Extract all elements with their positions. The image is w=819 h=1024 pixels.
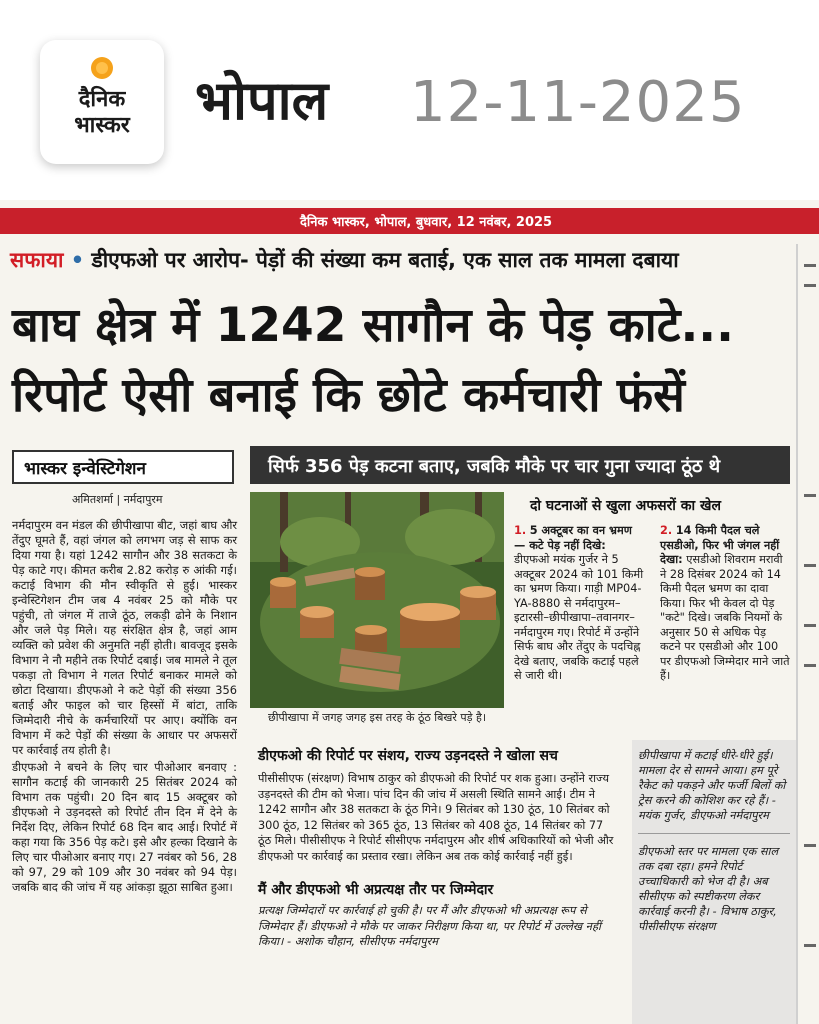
newspaper-clipping	[0, 200, 819, 1024]
logo-text-line1: दैनिक	[78, 87, 126, 112]
photo-caption: छीपीखापा में जगह जगह इस तरह के ठूंठ बिखरे पड़े है।	[268, 711, 486, 724]
incident-1-heading: 5 अक्टूबर का वन भ्रमण — कटे पेड़ नहीं दिखे:	[514, 524, 632, 552]
pccf-quote: डीएफओ स्तर पर मामला एक साल तक दबा रहा। हमने रिपोर्ट उच्चाधिकारी को भेज दी है। अब सीसीएफ को स्पष्टीकरण लेकर कार्रवाई करनी है। - विभाष ठाकुर, पीसीसीएफ संरक्षण	[638, 845, 779, 933]
masthead-text: दैनिक भास्कर, भोपाल, बुधवार, 12 नवंबर, 2025	[300, 215, 553, 230]
incident-2	[660, 524, 790, 684]
quote-divider	[638, 833, 790, 834]
headline-line2: रिपोर्ट ऐसी बनाई कि छोटे कर्मचारी फंसें	[12, 368, 685, 423]
flying-squad-title: डीएफओ की रिपोर्ट पर संशय, राज्य उड़नदस्ते ने खोला सच	[258, 748, 558, 764]
highlight-bar-text: सिर्फ 356 पेड़ कटना बताए, जबकि मौके पर चार गुना ज्यादा ठूंठ थे	[268, 456, 721, 477]
city-title: भोपाल	[195, 69, 329, 132]
article-paragraph: नर्मदापुरम वन मंडल की छीपीखापा बीट, जहां बाघ और तेंदुए घूमते हैं, वहां जंगल को लगभग जड़ से साफ कर दिया गया है। यहां 1242 सागौन और 38 सतकटा के पेड़ काटे गए। कीमत करीब 2.82 करोड़ रु आंकी गई। कटाई विभाग की मौन स्वीकृति से हुई। भास्कर इन्वेस्टिगेशन टीम जब 4 नवंबर 25 को मौके पर पहुंची, तो जंगल में ताजे ठूंठ, लकड़ी ढोने के निशान और जले पेड़ मिले। यह संरक्षित क्षेत्र है, जहां आम व्यक्ति को प्रवेश की अनुमति नहीं होती। बावजूद इसके विभाग ने नौ महीने तक रिपोर्ट दबाई। जब मामले ने तूल पकड़ा तो विभाग ने गलत रिपोर्ट बनाकर मामले को छोटा दिखाया। डीएफओ ने कटे पेड़ों की संख्या 356 बताई और फाइल को चार हिस्सों में बांटा, ताकि जिम्मेदारी नीचे के कर्मचारियों पर आए। क्योंकि वन विभाग में कटे पेड़ों की संख्या के आधार पर अफसरों पर कार्रवाई तय होती है।	[12, 518, 237, 757]
flying-squad-text: पीसीसीएफ (संरक्षण) विभाष ठाकुर को डीएफओ की रिपोर्ट पर शक हुआ। उन्होंने राज्य उड़नदस्ते की टीम को भेजा। पांच दिन की जांच में असली स्थिति सामने आई। टीम ने 1242 सागौन और 38 सतकटा के ठूंठ गिने। 9 सितंबर को 130 ठूंठ, 10 सितंबर को 300 ठूंठ, 12 सितंबर को 365 ठूंठ, 13 सितंबर को 408 ठूंठ, 14 सितंबर को 77 ठूंठ मिले। पीसीसीएफ ने रिपोर्ट सीसीएफ नर्मदापुरम और शीर्ष अधिकारियों को भेजी और डीएफओ पर कार्रवाई का प्रस्ताव रखा। लेकिन अब तक कोई कार्रवाई नहीं हुई।	[258, 772, 614, 863]
investigation-badge	[12, 450, 234, 484]
sun-icon	[88, 54, 116, 82]
strap-text: डीएफओ पर आरोप- पेड़ों की संख्या कम बताई, एक साल तक मामला दबाया	[91, 248, 679, 272]
tree-stumps-photo	[250, 492, 504, 708]
ccf-quote: प्रत्यक्ष जिम्मेदारों पर कार्रवाई हो चुकी है। पर मैं और डीएफओ भी अप्रत्यक्ष रूप से जिम्मेदार हैं। डीएफओ ने मौके पर जाकर निरीक्षण किया था, पर रिपोर्ट में उल्लेख नहीं किया। - अशोक चौहान, सीसीएफ नर्मदापुरम	[258, 904, 601, 948]
incident-2-heading: 14 किमी पैदल चले एसडीओ, फिर भी जंगल नहीं देखा:	[660, 524, 780, 566]
forest-stumps-illustration	[250, 492, 504, 708]
incident-2-number: 2.	[660, 524, 673, 537]
bullet-dot: •	[70, 248, 92, 272]
main-article-text	[12, 518, 237, 897]
highlight-bar	[250, 446, 790, 484]
incident-1	[514, 524, 644, 684]
incident-2-text: एसडीओ शिवराम मरावी ने 28 दिसंबर 2024 को 14 किमी पैदल भ्रमण का दावा किया। फिर भी केवल दो पेड़ "कटे" दिखे। जबकि नियमों के अनुसार 50 से अधिक पेड़ कटने पर एसडीओ और 100 पर डीएफओ जिम्मेदार माने जाते हैं।	[660, 553, 790, 682]
incidents-title: दो घटनाओं से खुला अफसरों का खेल	[530, 498, 721, 514]
responsibility-subtitle: मैं और डीएफओ भी अप्रत्यक्ष तौर पर जिम्मेदार	[258, 882, 494, 898]
masthead-bar	[0, 208, 819, 234]
date-label: 12-11-2025	[410, 70, 746, 135]
quotes-box	[632, 740, 796, 1024]
investigation-badge-label: भास्कर इन्वेस्टिगेशन	[24, 459, 146, 479]
dainik-bhaskar-logo	[40, 40, 164, 164]
flying-squad-box	[250, 740, 622, 1024]
strap-line	[10, 244, 780, 276]
article-paragraph: डीएफओ ने बचने के लिए चार पीओआर बनवाए : सागौन कटाई की जानकारी 25 सितंबर 2024 को विभाग तक पहुंची। 20 दिन बाद 15 अक्टूबर को डीएफओ ने उड़नदस्ते को रिपोर्ट तीन दिन में देने के निर्देश दिए, लेकिन रिपोर्ट 68 दिन बाद आई। रिपोर्ट में कहा गया कि 356 पेड़ कटे। इसे और हल्का दिखाने के लिए चार पीओआर बनाए गए। 27 नवंबर को 56, 28 को 97, 29 को 109 और 30 नवंबर को 94 पेड़। जबकि बाद की जांच में यह आंकड़ा झूठा साबित हुआ।	[12, 760, 237, 894]
kicker-label: सफाया	[10, 248, 64, 272]
dfo-quote: छीपीखापा में कटाई धीरे-धीरे हुई। मामला देर से सामने आया। हम पूरे रैकेट को पकड़ने और फर्जी बिलों को ट्रेस करने की कोशिश कर रहे हैं। - मयंक गुर्जर, डीएफओ नर्मदापुरम	[638, 749, 786, 822]
incident-1-number: 1.	[514, 524, 527, 537]
headline-line1: बाघ क्षेत्र में 1242 सागौन के पेड़ काटे...	[12, 298, 735, 353]
logo-text-line2: भास्कर	[74, 113, 130, 138]
byline: अमितशर्मा | नर्मदापुरम	[72, 493, 163, 506]
incident-1-text: डीएफओ मयंक गुर्जर ने 5 अक्टूबर 2024 को 101 किमी का भ्रमण किया। गाड़ी MP04-YA-8880 से नर्मदापुरम–इटारसी–छीपीखापा–तवानगर–नर्मदापुरम गए। रिपोर्ट में उन्होंने सिर्फ बाघ और तेंदुए के पदचिह्न देखे बताए, जबकि कटाई पहले से जारी थी।	[514, 553, 644, 682]
adjacent-column-edge	[796, 244, 819, 1024]
